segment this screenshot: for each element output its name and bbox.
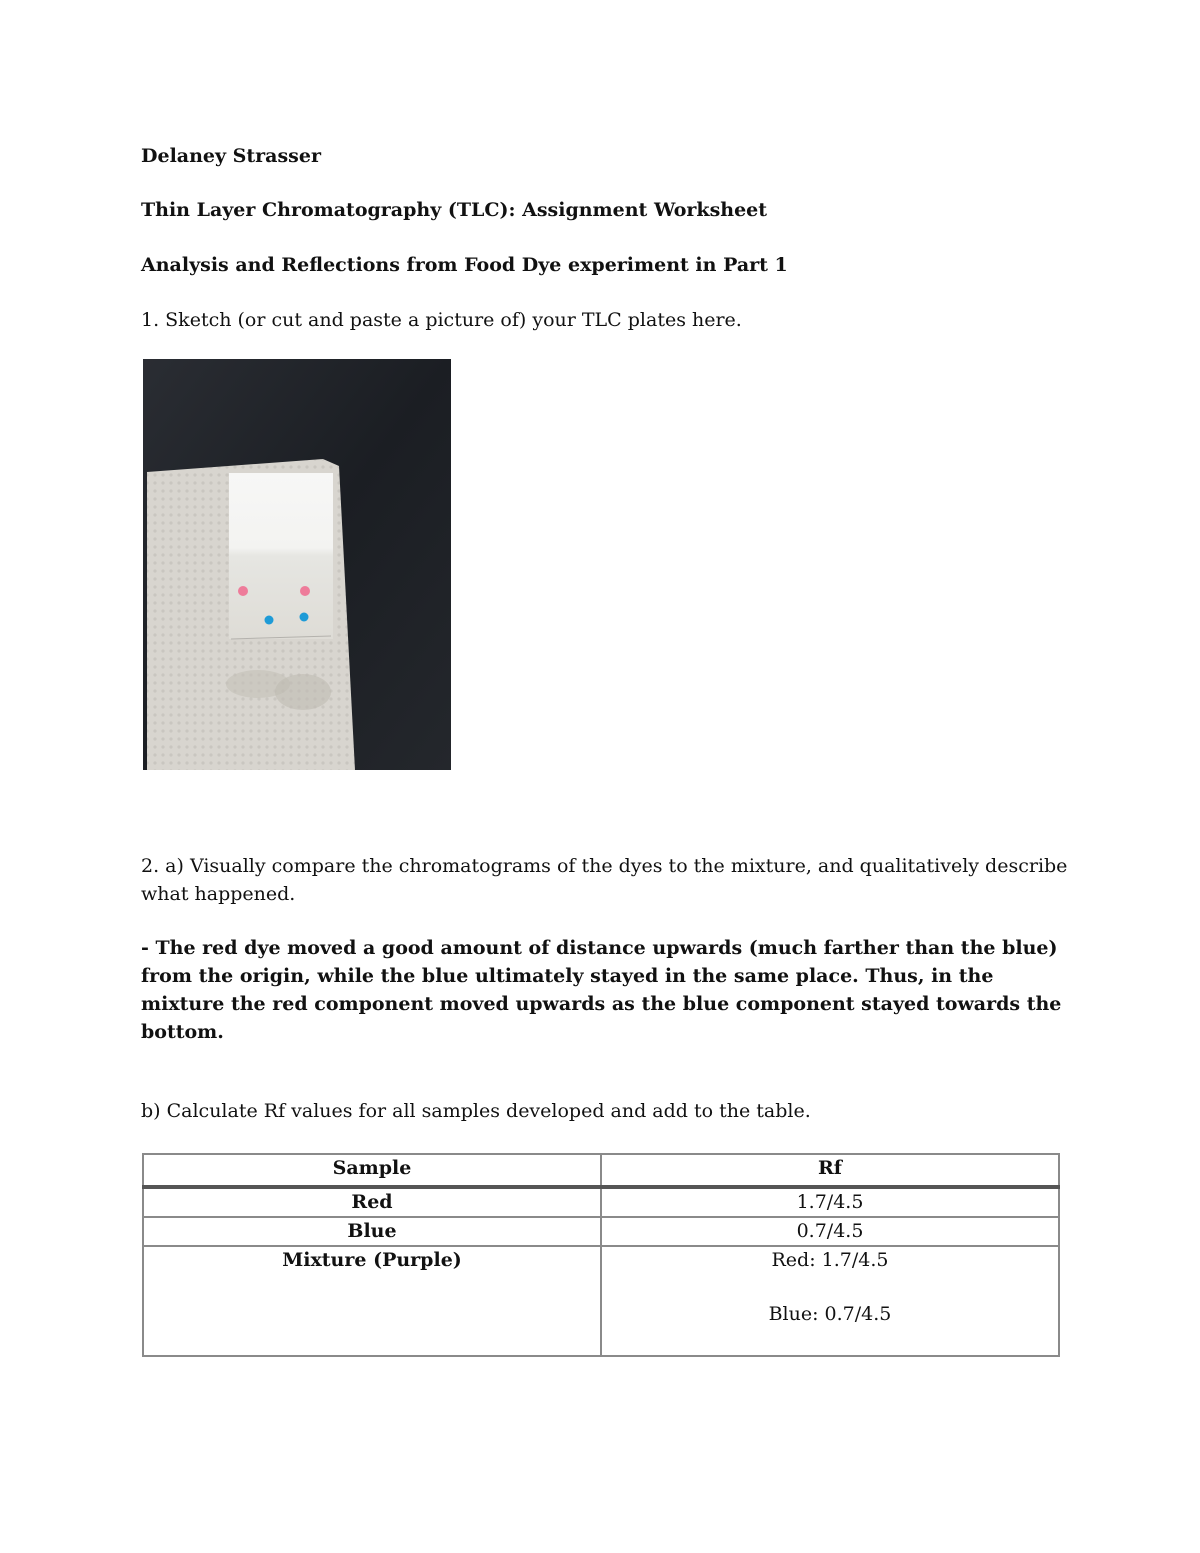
rf-mixture-red: Red: 1.7/4.5 (771, 1249, 889, 1271)
table-row (143, 1246, 1059, 1356)
rf-spacer (606, 1274, 1054, 1301)
sample-cell: Red (143, 1187, 601, 1217)
question-2a-prompt-line2: what happened. (141, 883, 296, 905)
table-row (143, 1217, 1059, 1246)
sample-cell: Blue (143, 1217, 601, 1246)
sample-column-header: Sample (143, 1154, 601, 1187)
rf-column-header: Rf (601, 1154, 1059, 1187)
worksheet-title: Thin Layer Chromatography (TLC): Assignment Worksheet (141, 199, 768, 221)
question-2b-prompt: b) Calculate Rf values for all samples developed and add to the table. (141, 1100, 811, 1122)
tlc-plate-photo (143, 359, 451, 770)
rf-cell (601, 1246, 1059, 1356)
question-2a-prompt-line1: 2. a) Visually compare the chromatograms of the dyes to the mixture, and qualitatively describe (141, 855, 1068, 877)
rf-cell: 0.7/4.5 (601, 1217, 1059, 1246)
table-header-row (143, 1154, 1059, 1187)
table-row (143, 1187, 1059, 1217)
sample-cell: Mixture (Purple) (143, 1246, 601, 1356)
section-heading: Analysis and Reflections from Food Dye experiment in Part 1 (141, 254, 788, 276)
rf-values-table (142, 1153, 1060, 1357)
author-name: Delaney Strasser (141, 145, 321, 167)
question-2a-answer: - The red dye moved a good amount of distance upwards (much farther than the blue) from the origin, while the blue ultimately stayed in the same place. Thus, in the mixture the red component moved upwards as the blue component stayed towards the bottom. (141, 937, 1062, 1043)
rf-mixture-blue: Blue: 0.7/4.5 (768, 1303, 892, 1325)
tlc-plate-photo-icon (143, 359, 451, 770)
rf-cell: 1.7/4.5 (601, 1187, 1059, 1217)
question-1-prompt: 1. Sketch (or cut and paste a picture of) your TLC plates here. (141, 309, 742, 331)
